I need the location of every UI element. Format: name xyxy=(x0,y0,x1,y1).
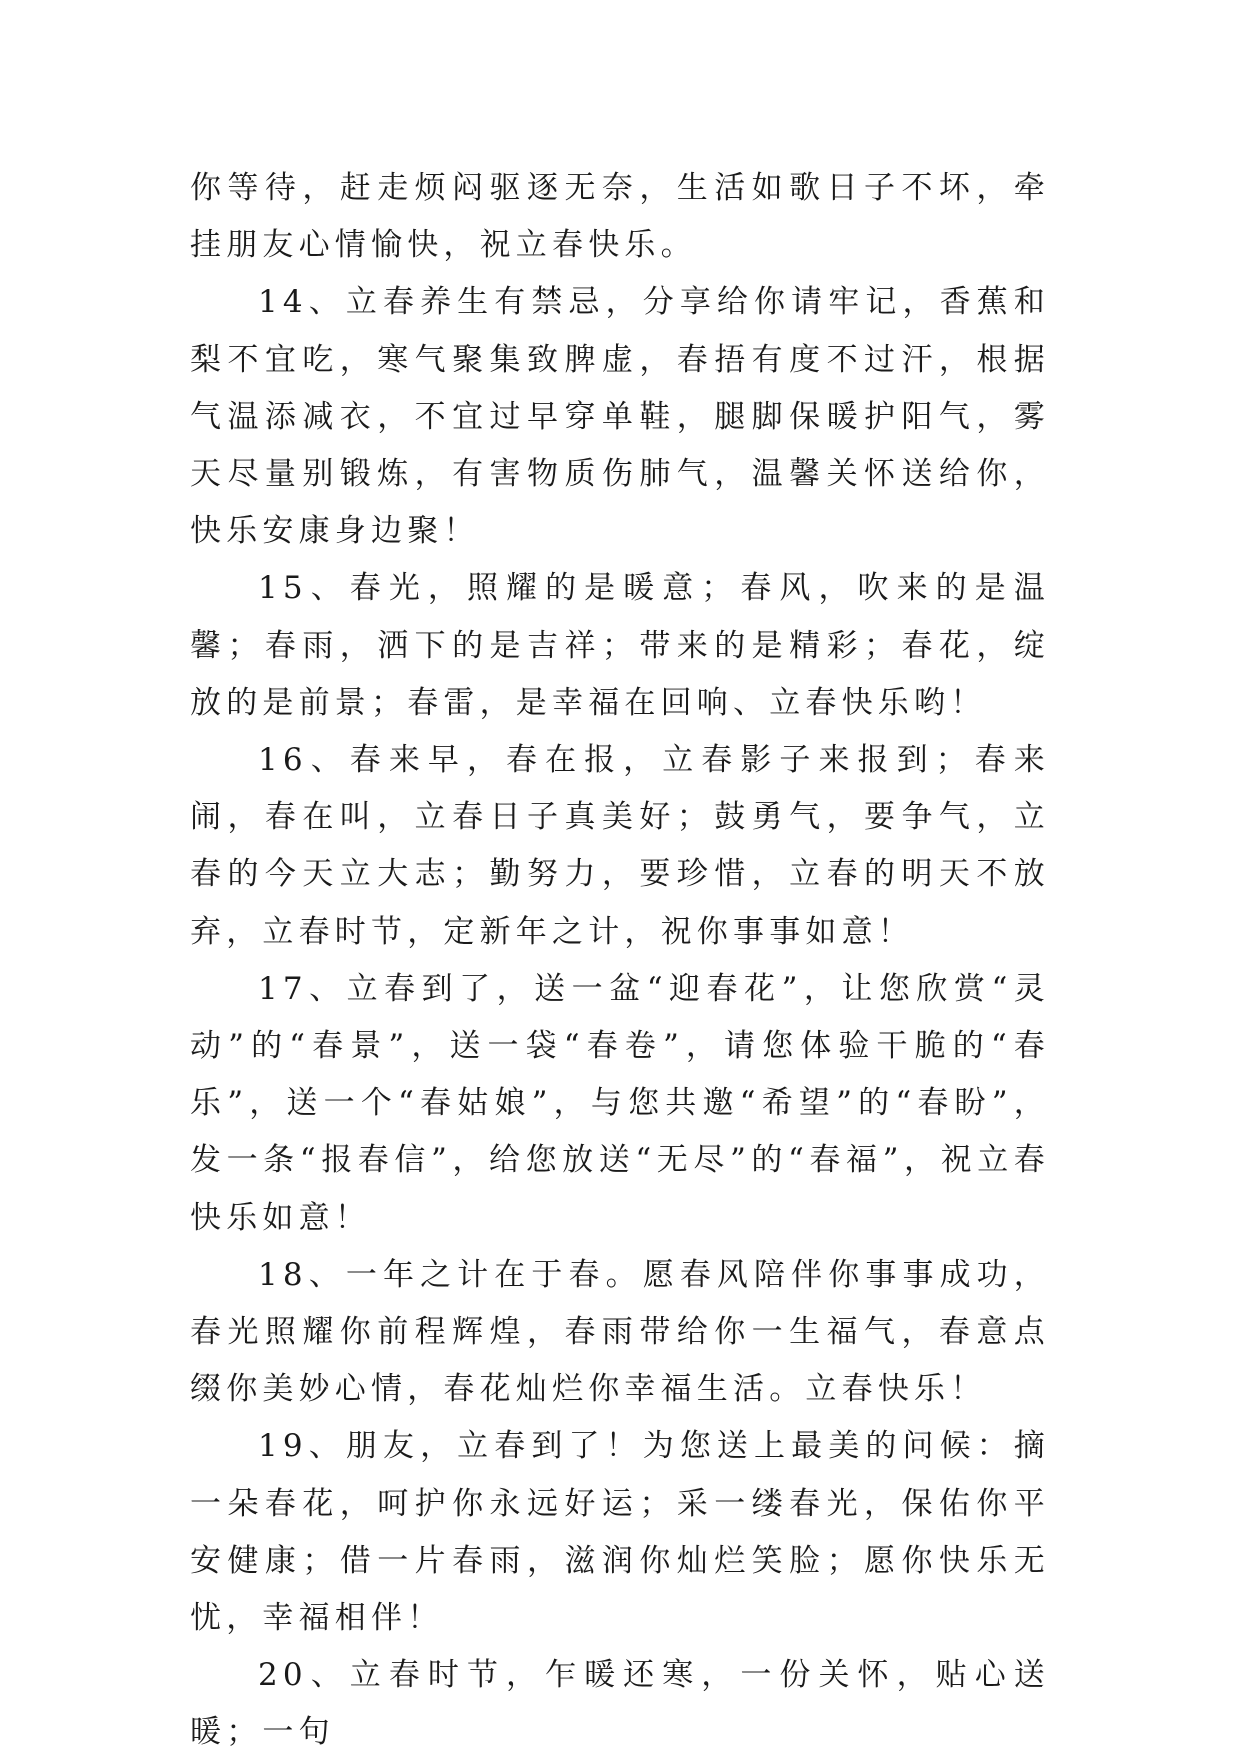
paragraph-continuation: 你等待，赶走烦闷驱逐无奈，生活如歌日子不坏，牵挂朋友心情愉快，祝立春快乐。 xyxy=(190,170,1050,264)
paragraph-19: 19、朋友，立春到了！为您送上最美的问候：摘一朵春花，呵护你永远好运；采一缕春光，保佑你平安健康；借一片春雨，滋润你灿烂笑脸；愿你快乐无忧，幸福相伴！ xyxy=(190,1428,1050,1637)
document-body xyxy=(190,160,1050,1762)
paragraph-16: 16、春来早，春在报，立春影子来报到；春来闹，春在叫，立春日子真美好；鼓勇气，要争气，立春的今天立大志；勤努力，要珍惜，立春的明天不放弃，立春时节，定新年之计，祝你事事如意！ xyxy=(190,742,1050,950)
paragraph-15: 15、春光，照耀的是暖意；春风，吹来的是温馨；春雨，洒下的是吉祥；带来的是精彩；春花，绽放的是前景；春雷，是幸福在回响、立春快乐哟！ xyxy=(190,570,1050,721)
paragraph-17: 17、立春到了，送一盆“迎春花”，让您欣赏“灵动”的“春景”，送一袋“春卷”，请您体验干脆的“春乐”，送一个“春姑娘”，与您共邀“希望”的“春盼”，发一条“报春信”，给您放送“无尽”的“春福”，祝立春快乐如意！ xyxy=(190,970,1050,1236)
paragraph-18: 18、一年之计在于春。愿春风陪伴你事事成功，春光照耀你前程辉煌，春雨带给你一生福气，春意点缀你美妙心情，春花灿烂你幸福生活。立春快乐！ xyxy=(190,1256,1050,1408)
paragraph-14: 14、立春养生有禁忌，分享给你请牢记，香蕉和梨不宜吃，寒气聚集致脾虚，春捂有度不过汗，根据气温添减衣，不宜过早穿单鞋，腿脚保暖护阳气，雾天尽量别锻炼，有害物质伤肺气，温馨关怀送给你，快乐安康身边聚！ xyxy=(190,284,1050,550)
paragraph-20: 20、立春时节，乍暖还寒，一份关怀，贴心送暖；一句 xyxy=(190,1657,1050,1751)
